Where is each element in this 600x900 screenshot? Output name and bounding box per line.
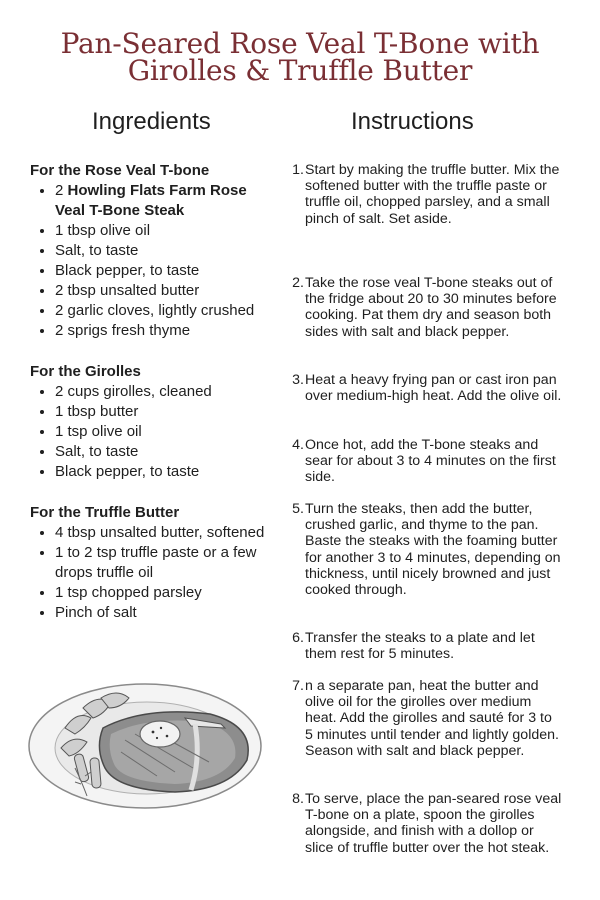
ingredient-list [30,181,280,341]
ingredients-column [30,160,280,643]
step-number: 4. [292,437,304,453]
recipe-title-line-1: Pan-Seared Rose Veal T-Bone with [60,27,540,60]
ingredient-section-veal [30,160,280,341]
ingredient-item [55,181,280,221]
ingredient-item: • Black pepper, to taste [55,261,280,281]
ingredient-item: • 1 tbsp butter [55,402,280,422]
ingredient-section-girolles [30,361,280,482]
ingredient-item: • 1 tsp chopped parsley [55,583,280,603]
ingredient-item: • 1 to 2 tsp truffle paste or a few drops truffle oil [55,543,280,583]
ingredient-item: • Salt, to taste [55,442,280,462]
ingredient-list [30,523,280,623]
step-text: Transfer the steaks to a plate and let them rest for 5 minutes. [305,630,535,663]
ingredient-quantity: 2 [55,182,68,199]
ingredient-item: • 2 cups girolles, cleaned [55,382,280,402]
ingredient-list [30,382,280,482]
ingredient-item: • Salt, to taste [55,241,280,261]
step-number: 8. [292,791,304,807]
instruction-step [287,162,562,227]
instruction-step [287,275,562,340]
ingredient-item: • 2 garlic cloves, lightly crushed [55,301,280,321]
step-number: 1. [292,162,304,178]
ingredient-item: • Pinch of salt [55,603,280,623]
step-number: 3. [292,372,304,388]
instruction-step [287,678,562,759]
instruction-step [287,372,562,404]
ingredient-product-name: Howling Flats Farm Rose Veal T-Bone Steak [55,182,247,219]
step-text: Start by making the truffle butter. Mix the softened butter with the truffle paste or truffle oil, chopped parsley, and a small pinch of salt. Set aside. [305,162,560,227]
recipe-title-line-2: Girolles & Truffle Butter [127,54,473,87]
section-title: For the Truffle Butter [30,504,180,521]
step-number: 5. [292,501,304,517]
ingredient-item: • 2 sprigs fresh thyme [55,321,280,341]
section-title: For the Rose Veal T-bone [30,162,210,179]
steak-plate-illustration [25,668,270,813]
ingredient-item: • Black pepper, to taste [55,462,280,482]
step-number: 2. [292,275,304,291]
truffle-butter-pat [140,721,180,747]
ingredients-heading: Ingredients [92,108,211,135]
instruction-step [287,437,562,486]
recipe-title [0,27,600,87]
step-number: 7. [292,678,304,694]
section-title: For the Girolles [30,363,141,380]
step-number: 6. [292,630,304,646]
ingredient-item: • 2 tbsp unsalted butter [55,281,280,301]
instruction-step [287,791,562,856]
step-text: Heat a heavy frying pan or cast iron pan over medium-high heat. Add the olive oil. [305,372,562,405]
step-text: Take the rose veal T-bone steaks out of the fridge about 20 to 30 minutes before cooking. Pat them dry and season both sides with salt and black pepper. [305,275,557,340]
ingredient-item: • 4 tbsp unsalted butter, softened [55,523,280,543]
instruction-step [287,501,562,598]
step-text: Turn the steaks, then add the butter, crushed garlic, and thyme to the pan. Baste the steaks with the foaming butter for another 3 to 4 minutes, depending on thickness, until nicely browned and just cooked through. [305,501,561,599]
step-text: Once hot, add the T-bone steaks and sear for about 3 to 4 minutes on the first side. [305,437,556,486]
instruction-step [287,630,562,662]
ingredient-section-truffle-butter [30,502,280,623]
step-text: n a separate pan, heat the butter and olive oil for the girolles over medium heat. Add the girolles and sauté for 3 to 5 minutes until tender and lightly golden. Season with salt and black pepper. [305,678,559,759]
step-text: To serve, place the pan-seared rose veal T-bone on a plate, spoon the girolles alongside, and finish with a dollop or slice of truffle butter over the hot steak. [305,791,562,856]
ingredient-item: • 1 tbsp olive oil [55,221,280,241]
instructions-heading: Instructions [351,108,474,135]
ingredient-item: • 1 tsp olive oil [55,422,280,442]
